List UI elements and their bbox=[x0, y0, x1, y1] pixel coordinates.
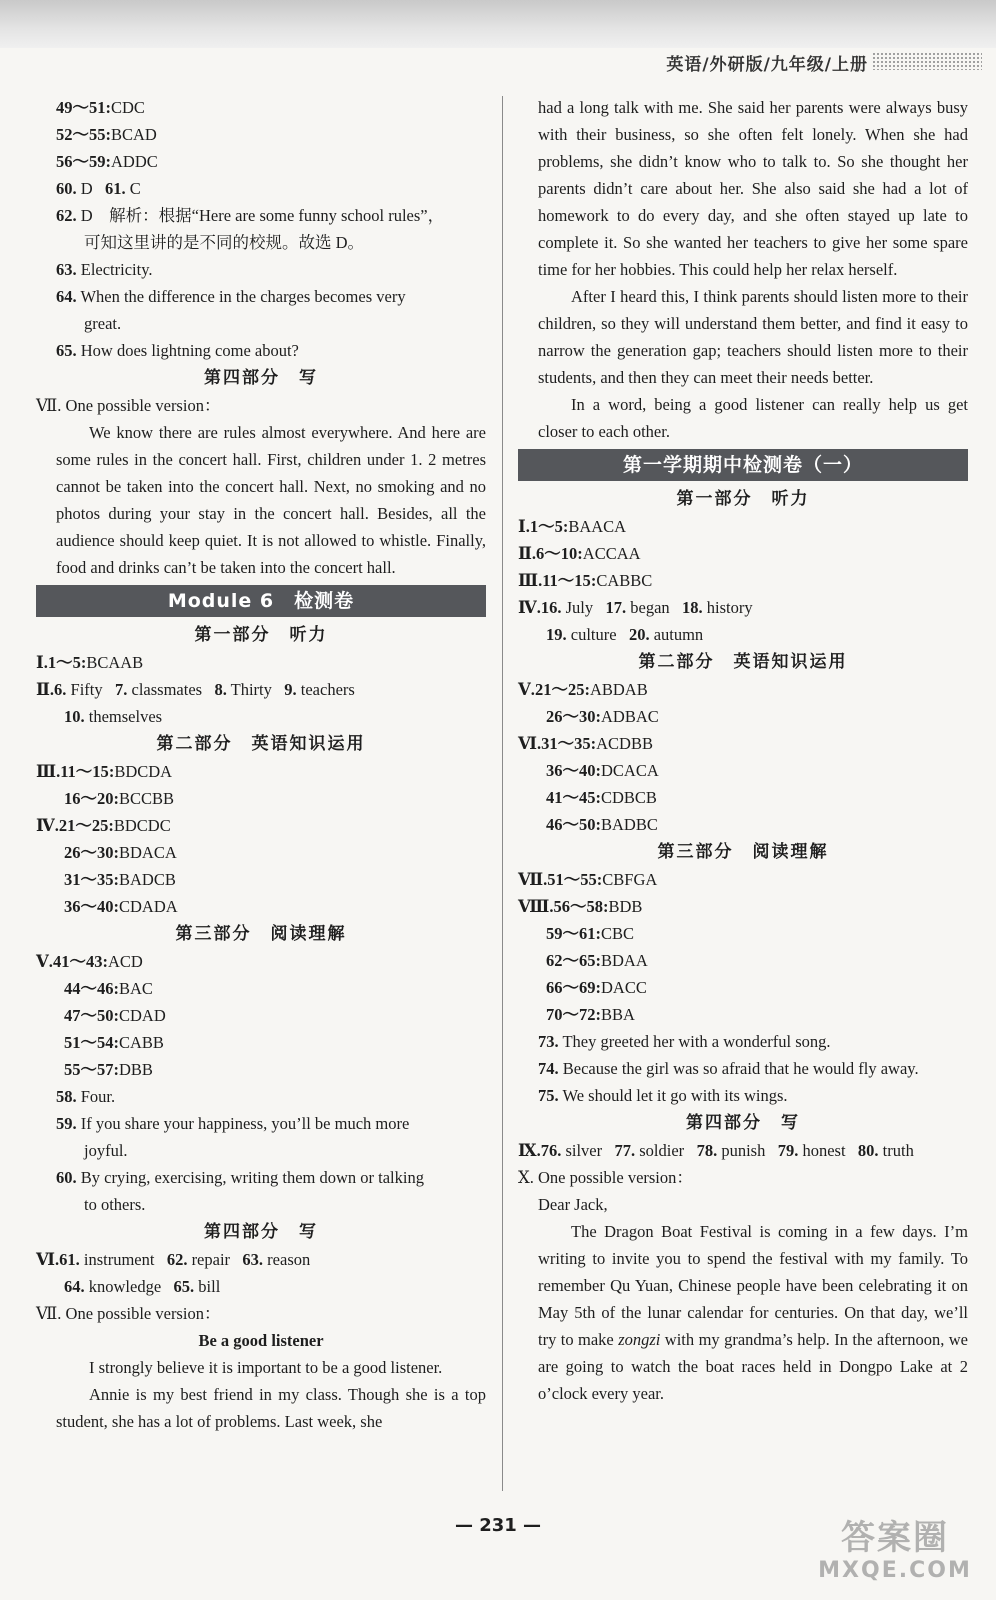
section-heading-writing-r: 第四部分 写 bbox=[686, 1113, 800, 1133]
answer-line: 41～45:CDBCB bbox=[546, 788, 657, 807]
left-column bbox=[36, 94, 486, 1435]
answer-62-cont: 可知这里讲的是不同的校规。故选 D。 bbox=[84, 233, 365, 252]
book-label: 英语/外研版/九年级/上册 bbox=[666, 55, 868, 75]
letter-lead: Ⅹ. One possible version： bbox=[518, 1168, 693, 1187]
section-heading-knowledge: 第二部分 英语知识运用 bbox=[156, 734, 366, 754]
answer-m6-I: Ⅰ.1～5:BCAAB bbox=[36, 653, 144, 672]
section-heading-reading-r: 第三部分 阅读理解 bbox=[657, 842, 829, 862]
column-divider bbox=[502, 96, 503, 1491]
answer-line: 36～40:DCACA bbox=[546, 761, 659, 780]
answer-73: 73. They greeted her with a wonderful song. bbox=[538, 1032, 831, 1051]
answer-group-r-VIII bbox=[518, 893, 968, 1028]
answer-60b-cont: to others. bbox=[84, 1195, 146, 1214]
answer-64-cont: great. bbox=[84, 314, 122, 333]
section-heading-listening: 第一部分 听力 bbox=[194, 625, 328, 645]
letter-body: The Dragon Boat Festival is coming in a few days. I’m writing to invite you to spend the festival with my family. To remember Qu Yuan, Chinese people have been celebrating it on May 5th of the lunar calendar for centuries. On that day, we’ll try to make zongzi with my grandma’s help. In the afternoon, we are going to watch the boat races held in Dongpo Lake at 2 o’clock every year. bbox=[538, 1222, 968, 1403]
right-column bbox=[518, 94, 968, 1407]
answer-line: Ⅴ.41～43:ACD bbox=[36, 952, 143, 971]
answer-line: Ⅵ.31～35:ACDBB bbox=[518, 734, 653, 753]
answer-line: 55～57:DBB bbox=[64, 1060, 153, 1079]
essay2-body-right: had a long talk with me. She said her parents were always busy with their business, so she often felt lonely. When she had problems, she didn’t know who to talk to. So she thought her parents didn’t care about her. She also said she had a lot of homework to do every day, and she often stayed up late to complete it. So she wanted her teachers to give her some spare time for her hobbies. This could help her relax herself. After I heard this, I think parents should listen more to their children, so they will understand them better, and find it easy to narrow the generation gap; teachers should listen more to their students, and then they can meet their needs better. In a word, being a good listener can really help us get closer to each other. bbox=[538, 98, 968, 441]
answer-line: 26～30:BDACA bbox=[64, 843, 177, 862]
answer-group-m6-VI bbox=[36, 1246, 486, 1300]
answer-line: Ⅳ.16. July 17. began 18. history bbox=[518, 598, 753, 617]
section-heading-knowledge-r: 第二部分 英语知识运用 bbox=[638, 652, 848, 672]
answer-group-r-IV bbox=[518, 594, 968, 648]
answer-58: 58. Four. bbox=[56, 1087, 116, 1106]
answer-line: 51～54:CABB bbox=[64, 1033, 164, 1052]
answer-line: 62～65:BDAA bbox=[546, 951, 648, 970]
answer-60b: 60. By crying, exercising, writing them down or talking bbox=[56, 1168, 424, 1187]
letter-greeting: Dear Jack, bbox=[538, 1195, 608, 1214]
answer-line: Ⅵ.61. instrument 62. repair 63. reason bbox=[36, 1250, 311, 1269]
answer-63: 63. Electricity. bbox=[56, 260, 153, 279]
answer-line: 19. culture 20. autumn bbox=[546, 625, 704, 644]
answer-group-m6-V bbox=[36, 948, 486, 1083]
answer-75: 75. We should let it go with its wings. bbox=[538, 1086, 788, 1105]
section-heading-listening-r: 第一部分 听力 bbox=[676, 489, 810, 509]
essay1-lead: Ⅶ. One possible version： bbox=[36, 396, 221, 415]
answer-65: 65. How does lightning come about? bbox=[56, 341, 299, 360]
answer-r-I: Ⅰ.1～5:BAACA bbox=[518, 517, 627, 536]
answer-group-r-IX bbox=[518, 1137, 968, 1164]
module-6-banner: Module 6 检测卷 bbox=[36, 585, 486, 617]
answer-line: 44～46:BAC bbox=[64, 979, 153, 998]
answer-line: 31～35:BADCB bbox=[64, 870, 176, 889]
answer-group-m6-II bbox=[36, 676, 486, 730]
answer-group-r-VI bbox=[518, 730, 968, 838]
answer-group-r-V bbox=[518, 676, 968, 730]
answer-line: 70～72:BBA bbox=[546, 1005, 635, 1024]
answer-59: 59. If you share your happiness, you’ll be much more bbox=[56, 1114, 410, 1133]
answer-62: 62. D 解析：根据“Here are some funny school rules”， bbox=[56, 206, 445, 225]
answer-group-m6-IV bbox=[36, 812, 486, 920]
answer-line: Ⅷ.56～58:BDB bbox=[518, 897, 643, 916]
answer-line: 16～20:BCCBB bbox=[64, 789, 175, 808]
answer-line: Ⅱ.6. Fifty 7. classmates 8. Thirty 9. teachers bbox=[36, 680, 355, 699]
answer-line: 47～50:CDAD bbox=[64, 1006, 166, 1025]
answer-line: Ⅳ.21～25:BDCDC bbox=[36, 816, 171, 835]
page-number: — 231 — bbox=[454, 1515, 542, 1536]
answer-line: Ⅴ.21～25:ABDAB bbox=[518, 680, 648, 699]
section-heading-writing: 第四部分 写 bbox=[204, 368, 318, 388]
section-heading-writing-m6: 第四部分 写 bbox=[204, 1222, 318, 1242]
answer-r-VII: Ⅶ.51～55:CBFGA bbox=[518, 870, 658, 889]
answer-74: 74. Because the girl was so afraid that he would fly away. bbox=[538, 1059, 919, 1078]
section-heading-reading: 第三部分 阅读理解 bbox=[175, 924, 347, 944]
answer-60-61: 60. D 61. C bbox=[56, 179, 141, 198]
answer-r-III: Ⅲ.11～15:CABBC bbox=[518, 571, 653, 590]
answer-line: 64. knowledge 65. bill bbox=[64, 1277, 221, 1296]
header-band bbox=[0, 0, 996, 48]
answer-line: 56～59:ADDC bbox=[56, 152, 158, 171]
watermark-logo: 答案圈 MXQE.COM bbox=[818, 1518, 972, 1583]
answer-line: 52～55:BCAD bbox=[56, 125, 157, 144]
essay2-body-left: I strongly believe it is important to be a good listener. Annie is my best friend in my class. Though she is a top student, she has a lot of problems. Last week, she bbox=[56, 1358, 486, 1431]
answer-line: 46～50:BADBC bbox=[546, 815, 658, 834]
essay1-body: We know there are rules almost everywhere. And here are some rules in the concert hall. First, children under 1. 2 metres cannot be taken into the concert hall. Next, no smoking and no photos during your stay in the concert hall. Besides, all the audience should keep quiet. It is not allowed to whistle. Finally, food and drinks can’t be taken into the concert hall. bbox=[56, 423, 486, 577]
answer-line: 66～69:DACC bbox=[546, 978, 647, 997]
answer-line: 49～51:CDC bbox=[56, 98, 145, 117]
answer-group-top bbox=[36, 94, 486, 175]
answer-59-cont: joyful. bbox=[84, 1141, 128, 1160]
answer-line: 26～30:ADBAC bbox=[546, 707, 659, 726]
answer-line: 36～40:CDADA bbox=[64, 897, 178, 916]
answer-line: 59～61:CBC bbox=[546, 924, 635, 943]
header-dots-decoration bbox=[872, 52, 982, 70]
answer-r-II: Ⅱ.6～10:ACCAA bbox=[518, 544, 641, 563]
answer-line: 10. themselves bbox=[64, 707, 163, 726]
essay2-title: Be a good listener bbox=[198, 1331, 324, 1350]
answer-group-m6-III bbox=[36, 758, 486, 812]
midterm-exam-banner: 第一学期期中检测卷（一） bbox=[518, 449, 968, 481]
answer-line: Ⅸ.76. silver 77. soldier 78. punish 79. honest 80. truth bbox=[518, 1141, 914, 1160]
essay2-lead: Ⅶ. One possible version： bbox=[36, 1304, 221, 1323]
answer-64: 64. When the difference in the charges becomes very bbox=[56, 287, 406, 306]
answer-line: Ⅲ.11～15:BDCDA bbox=[36, 762, 173, 781]
